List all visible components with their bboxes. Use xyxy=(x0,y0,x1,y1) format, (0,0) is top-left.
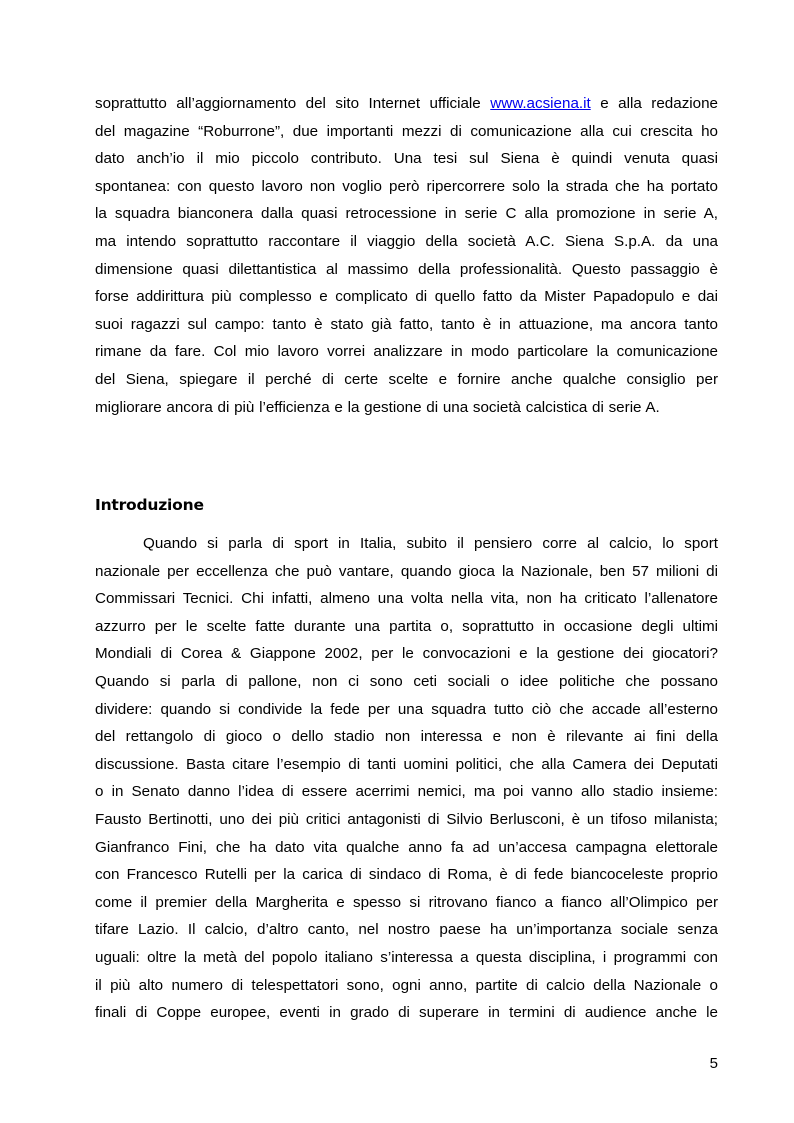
text-line: dividere: quando si condivide la fede per una squadra tutto ciò che accade all’esterno xyxy=(95,700,718,718)
section-heading: Introduzione xyxy=(95,496,204,514)
text-line: Gianfranco Fini, che ha dato vita qualche anno fa ad un’accesa campagna elettorale xyxy=(95,838,718,856)
text-line: Fausto Bertinotti, uno dei più critici antagonisti di Silvio Berlusconi, è un tifoso milanista; xyxy=(95,810,718,828)
acsiena-link[interactable]: www.acsiena.it xyxy=(490,95,591,112)
text-line: dato anch’io il mio piccolo contributo. Una tesi sul Siena è quindi venuta quasi xyxy=(95,150,718,168)
page-number: 5 xyxy=(709,1055,718,1072)
text-line: la squadra bianconera dalla quasi retrocessione in serie C alla promozione in serie A, xyxy=(95,205,718,223)
text-line: forse addirittura più complesso e complicato di quello fatto da Mister Papadopulo e dai xyxy=(95,288,718,306)
text-line: uguali: oltre la metà del popolo italiano s’interessa a questa disciplina, i programmi con xyxy=(95,948,718,966)
text-line: ma intendo soprattutto raccontare il viaggio della società A.C. Siena S.p.A. da una xyxy=(95,232,718,250)
text-line: con Francesco Rutelli per la carica di sindaco di Roma, è di fede biancoceleste proprio xyxy=(95,866,718,884)
paragraph-intro-continuation xyxy=(95,90,718,421)
text-line: soprattutto all’aggiornamento del sito Internet ufficiale www.acsiena.it e alla redazione xyxy=(95,95,718,112)
text-line: spontanea: con questo lavoro non voglio però ripercorrere solo la strada che ha portato xyxy=(95,177,718,195)
text-line: del Siena, spiegare il perché di certe scelte e fornire anche qualche consiglio per xyxy=(95,370,718,388)
text-line: del magazine “Roburrone”, due importanti mezzi di comunicazione alla cui crescita ho xyxy=(95,122,718,140)
text-line: finali di Coppe europee, eventi in grado di superare in termini di audience anche le xyxy=(95,1004,718,1022)
text-line: discussione. Basta citare l’esempio di tanti uomini politici, che alla Camera dei Deputati xyxy=(95,755,718,773)
text-line: Quando si parla di sport in Italia, subito il pensiero corre al calcio, lo sport xyxy=(143,535,718,552)
text-line: come il premier della Margherita e spesso si ritrovano fianco a fianco all’Olimpico per xyxy=(95,893,718,911)
text-line: del rettangolo di gioco o dello stadio non interessa e non è rilevante ai fini della xyxy=(95,728,718,746)
text-line: o in Senato danno l’idea di essere acerrimi nemici, ma poi vanno allo stadio insieme: xyxy=(95,783,718,801)
text-line: suoi ragazzi sul campo: tanto è stato già fatto, tanto è in attuazione, ma ancora tanto xyxy=(95,315,718,333)
text-line: migliorare ancora di più l’efficienza e la gestione di una società calcistica di serie A. xyxy=(95,398,660,416)
text-line: il più alto numero di telespettatori sono, ogni anno, partite di calcio della Nazionale o xyxy=(95,976,718,994)
text-line: Commissari Tecnici. Chi infatti, almeno una volta nella vita, non ha criticato l’allenatore xyxy=(95,590,718,608)
text-line: rimane da fare. Col mio lavoro vorrei analizzare in modo particolare la comunicazione xyxy=(95,343,718,361)
text-line: Mondiali di Corea & Giappone 2002, per le convocazioni e la gestione dei giocatori? xyxy=(95,645,718,663)
text-line: azzurro per le scelte fatte durante una partita o, soprattutto in occasione degli ultimi xyxy=(95,617,718,635)
text-line: dimensione quasi dilettantistica al massimo della professionalità. Questo passaggio è xyxy=(95,260,718,278)
text-line: nazionale per eccellenza che può vantare, quando gioca la Nazionale, ben 57 milioni di xyxy=(95,562,718,580)
text-line: Quando si parla di pallone, non ci sono ceti sociali o idee politiche che possano xyxy=(95,672,718,690)
paragraph-introduction xyxy=(95,530,718,1027)
text-line: tifare Lazio. Il calcio, d’altro canto, nel nostro paese ha un’importanza sociale senza xyxy=(95,921,718,939)
